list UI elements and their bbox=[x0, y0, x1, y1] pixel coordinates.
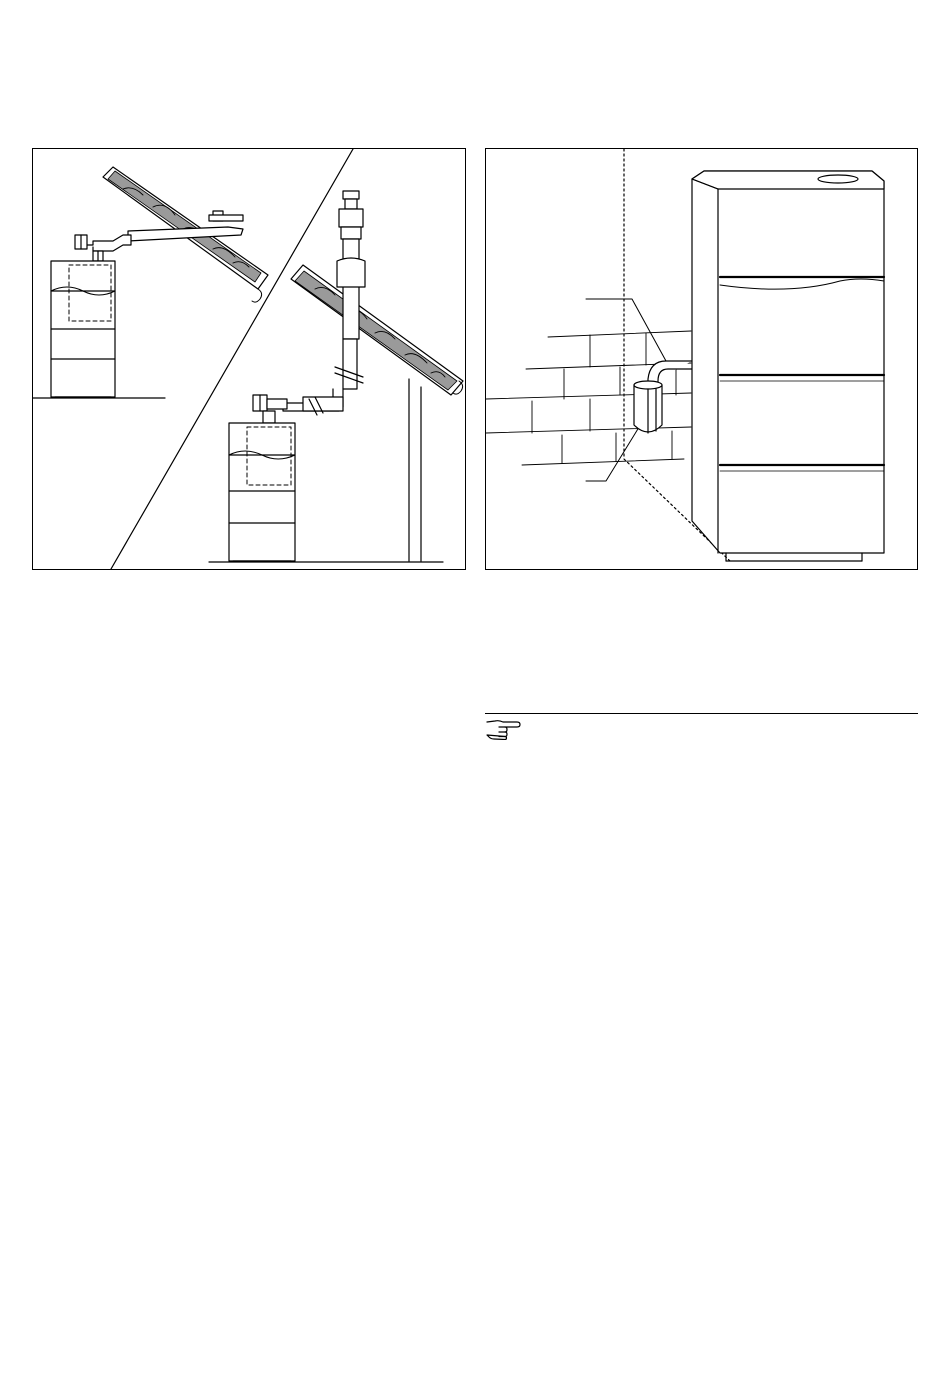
variant-b-connector bbox=[253, 395, 287, 423]
note-divider bbox=[485, 713, 918, 714]
pointing-hand-icon bbox=[485, 718, 521, 740]
variant-a-flue-pipe bbox=[75, 235, 131, 261]
condensate-trap bbox=[634, 361, 692, 433]
variant-b-boiler bbox=[209, 423, 443, 562]
condensate-drain-drawing bbox=[486, 149, 917, 569]
condensate-drain-figure bbox=[485, 148, 918, 570]
variant-b-roof bbox=[291, 265, 463, 561]
boiler-cabinet bbox=[692, 171, 884, 561]
variant-a-boiler bbox=[33, 261, 165, 398]
flue-installation-figure bbox=[32, 148, 466, 570]
flue-installation-drawing bbox=[33, 149, 465, 569]
